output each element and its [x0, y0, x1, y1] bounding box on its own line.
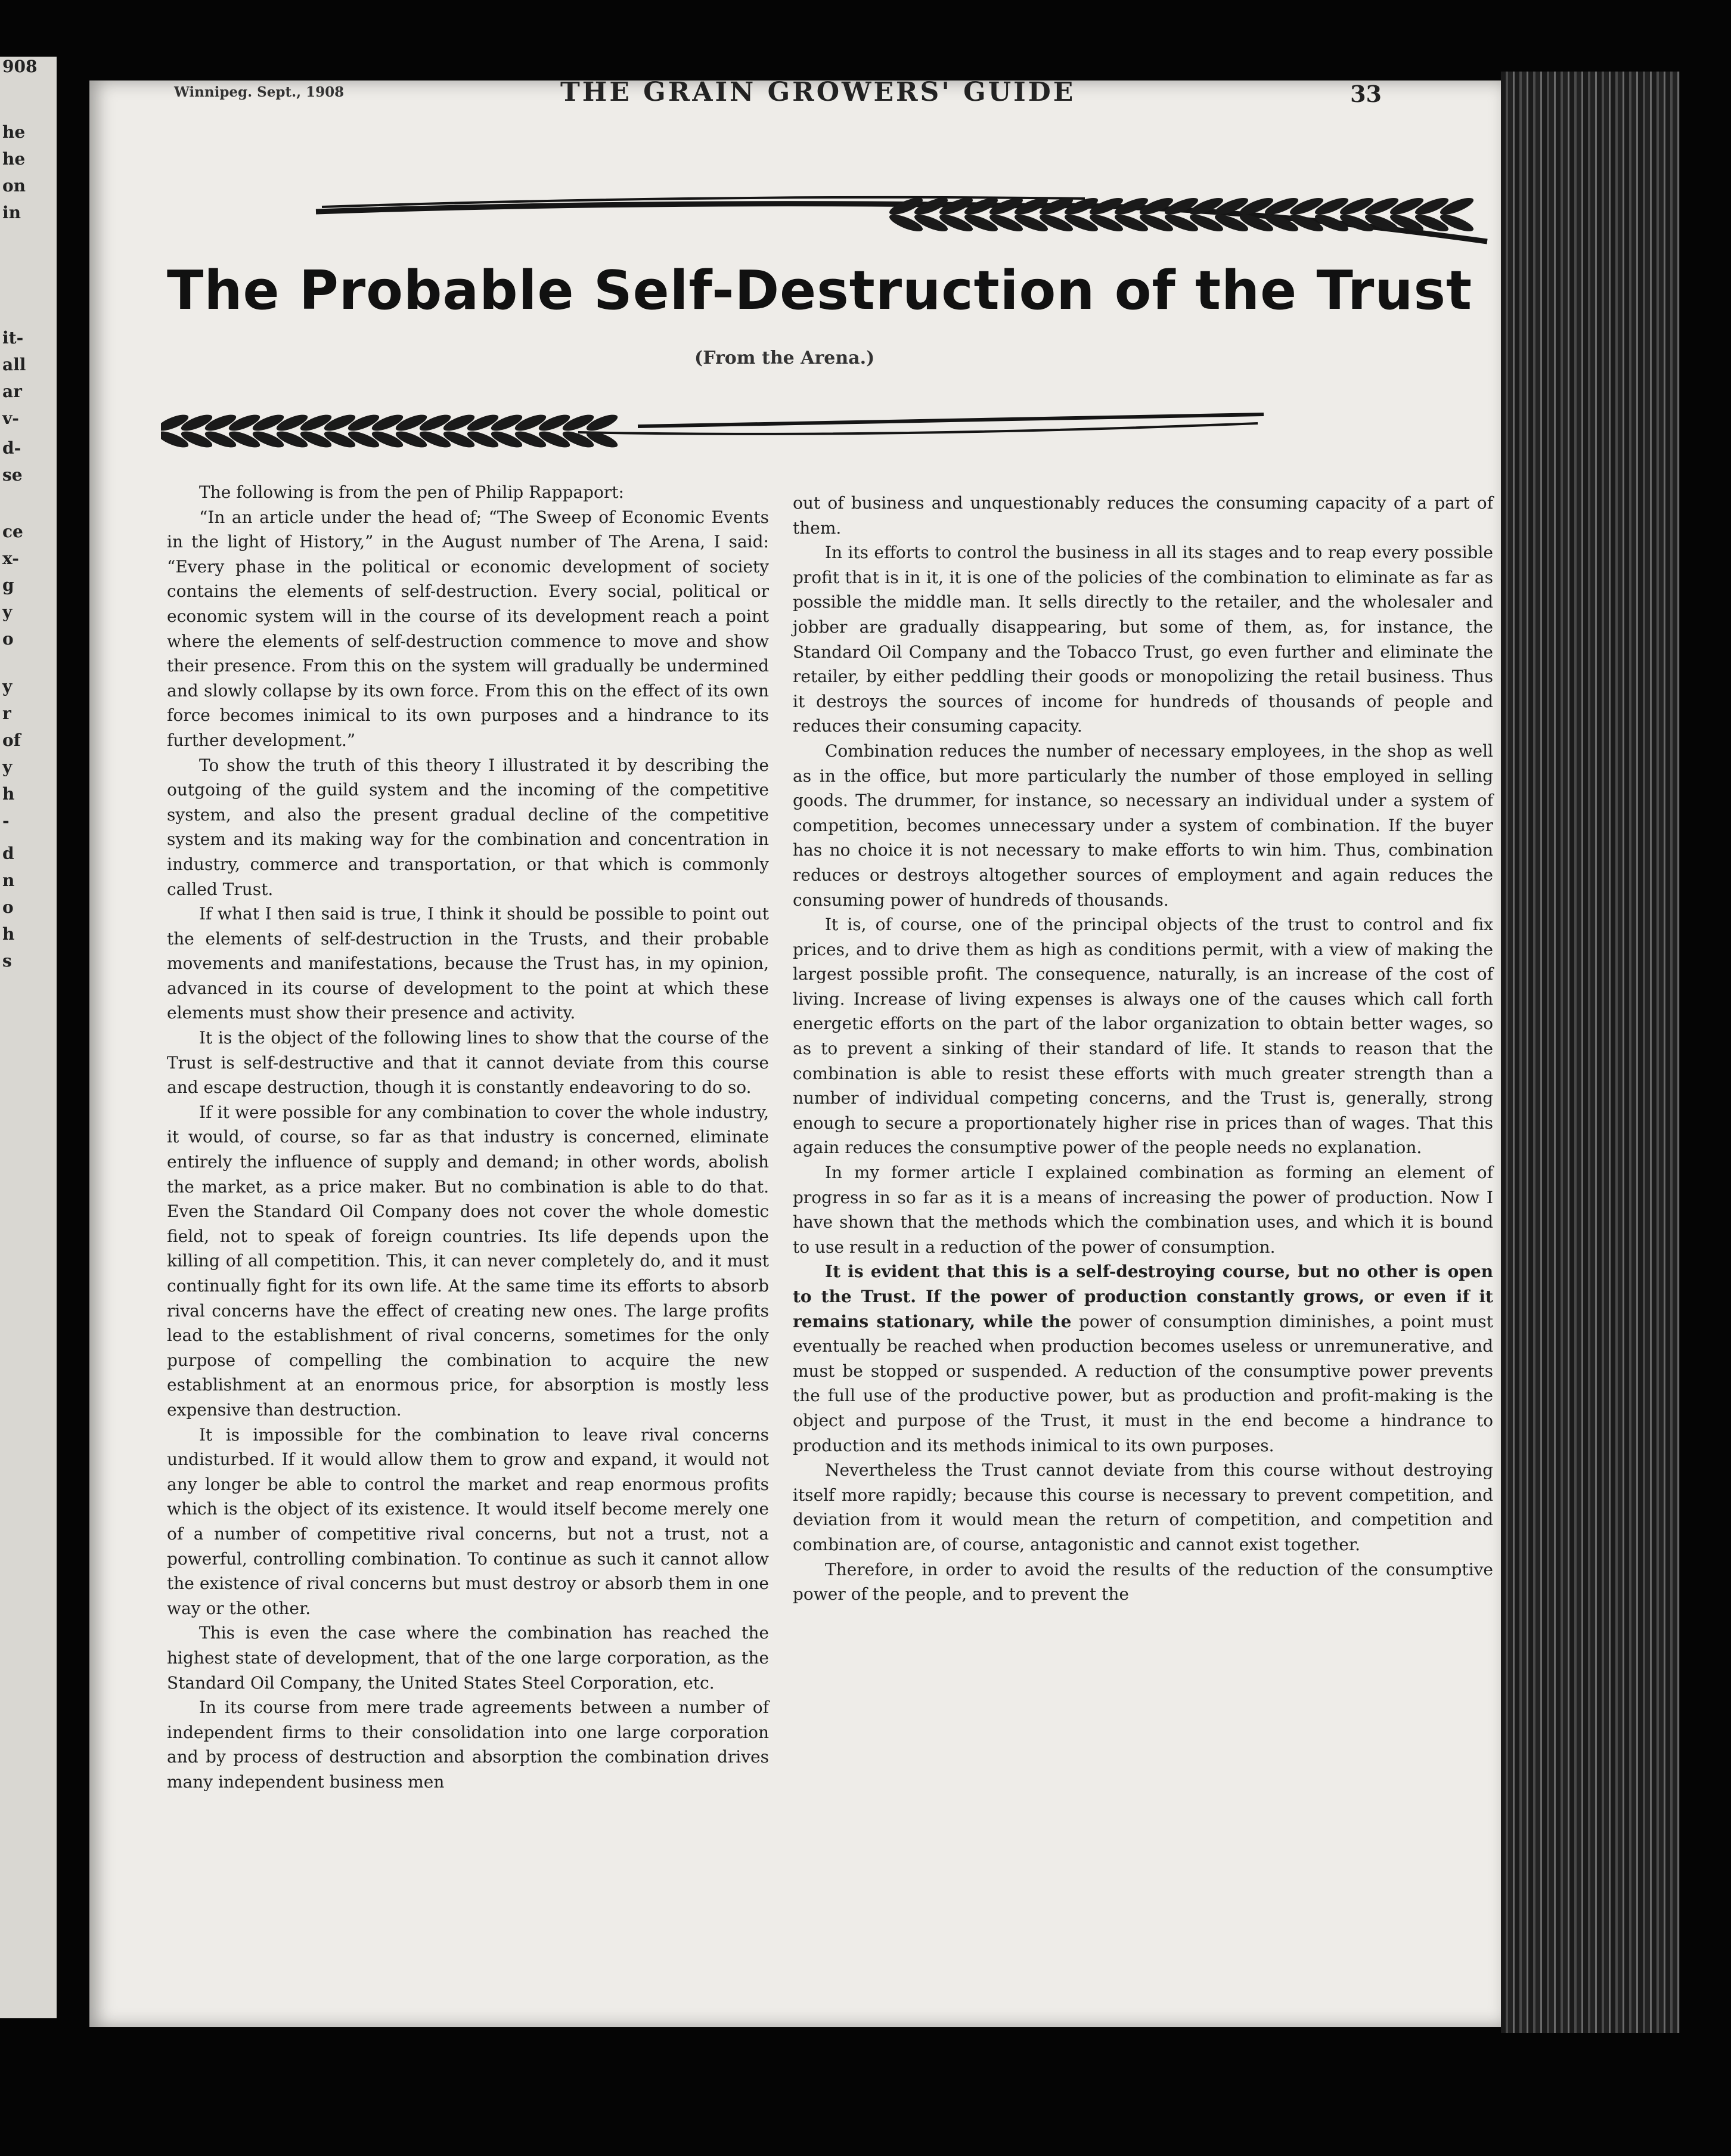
paragraph: Combination reduces the number of necessary employees, in the shop as well as in the office, but more particularly the number of those employed in selling goods. The drummer, for instance, so necessary an individual under a system of competition, becomes unnecessary under a system of combination. If the buyer has no choice it is not necessary to make efforts to win him. Thus, combination reduces or destroys altogether sources of employment and again reduces the consuming power of hundreds of thousands. — [793, 741, 1493, 910]
bold-lead: It is evident that this is a self-destroying course, but no other is open to the Trust. If the power of production constantly grows, or even if it remains stationary, while the — [793, 1262, 1493, 1331]
previous-page-fragment: v- — [2, 408, 19, 428]
paragraph: out of business and unquestionably reduces the consuming capacity of a part of them. — [793, 493, 1493, 538]
previous-page-fragment: h — [2, 784, 15, 804]
previous-page-fragment: ar — [2, 382, 22, 401]
previous-page-fragment: all — [2, 355, 26, 374]
previous-page-fragment: x- — [2, 549, 19, 568]
paragraph: It is evident that this is a self-destroying course, but no other is open to the Trust. If the power of production constantly grows, or even if it remains stationary, while the power of consumption diminishes, a point must eventually be reached when production becomes useless or unremunerative, and must be stopped or suspended. A reduction of the consumptive power prevents the full use of the productive power, but as production and profit-making is the object and purpose of the Trust, it must in the end become a hindrance to production and its methods inimical to its own purposes. — [793, 1262, 1494, 1455]
paragraph: This is even the case where the combination has reached the highest state of development, that of the one large corporation, as the Standard Oil Company, the United States Steel Corporation, etc. — [167, 1623, 769, 1693]
header-date: Winnipeg. Sept., 1908 — [174, 84, 345, 100]
header-publication: THE GRAIN GROWERS' GUIDE — [560, 77, 1076, 107]
previous-page-fragment: y — [2, 677, 13, 696]
paragraph: To show the truth of this theory I illustrated it by describing the outgoing of the guild system and the incoming of the competitive system, and also the present gradual decline of the competitive system and its making way for the combination and concentration in industry, commerce and transportation, or that which is commonly called Trust. — [167, 755, 769, 899]
paragraph: It is, of course, one of the principal objects of the trust to control and fix prices, and to drive them as high as conditions permit, with a view of making the largest possible profit. The consequence, naturally, is an increase of the cost of living. Increase of living expenses is always one of the causes which call forth energetic efforts on the part of the labor organization to obtain better wages, so as to prevent a sinking of their standard of life. It stands to reason that the combination is able to resist these efforts with much greater strength than a number of individual competing concerns, and the Trust is, generally, strong enough to secure a proportionately higher rise in prices than of wages. That this again reduces the consumptive power of the people needs no explanation. — [793, 915, 1493, 1158]
paragraph: The following is from the pen of Philip Rappaport: — [199, 482, 624, 502]
previous-page-fragment: on — [2, 176, 26, 196]
paragraph: Therefore, in order to avoid the results of the reduction of the consumptive power of the people, and to prevent the — [793, 1559, 1493, 1604]
paragraph: It is the object of the following lines to show that the course of the Trust is self-destructive and that it cannot deviate from this course and escape destruction, though it is constantly endeavoring to do so. — [167, 1028, 769, 1098]
previous-page-fragment: - — [2, 811, 10, 831]
book-page-edges — [1501, 72, 1680, 2033]
previous-page-fragment: o — [2, 897, 14, 917]
paragraph: It is impossible for the combination to leave rival concerns undisturbed. If it would allow them to grow and expand, it would not any longer be able to control the market and reap enormous profits which is the object of its existence. It would itself become merely one of a number of competitive rival concerns, but not a trust, not a powerful, controlling combination. To continue as such it cannot allow the existence of rival concerns but must destroy or absorb them in one way or the other. — [167, 1424, 769, 1618]
wheat-ornament-icon — [310, 170, 1496, 265]
article-source: (From the Arena.) — [694, 348, 875, 368]
paragraph: In its course from mere trade agreements between a number of independent firms to their consolidation into one large corporation and by process of destruction and absorption the combination drives many independent business men — [167, 1697, 769, 1792]
document-page — [89, 77, 1501, 2027]
paragraph: In my former article I explained combination as forming an element of progress in so far as it is a means of increasing the power of production. Now I have shown that the methods which the combination uses, and which it is bound to use result in a reduction of the power of consumption. — [793, 1163, 1493, 1257]
previous-page-fragment: o — [2, 629, 14, 649]
previous-page-fragment: se — [2, 465, 23, 485]
previous-page-fragment: in — [2, 203, 21, 222]
previous-page-fragment: d- — [2, 438, 21, 458]
previous-page-fragment: s — [2, 951, 12, 971]
page-number: 33 — [1350, 80, 1382, 107]
article-title: The Probable Self-Destruction of the Trust — [167, 259, 1473, 322]
paragraph: If what I then said is true, I think it should be possible to point out the elements of self-destruction in the Trusts, and their probable movements and manifestations, because the Trust has, in my opinion, advanced in its course of development to the point at which these elements must show their presence and activity. — [167, 904, 769, 1023]
previous-page-fragment: ce — [2, 522, 23, 541]
previous-page-fragment: he — [2, 122, 26, 142]
article-column-right — [793, 491, 1493, 1607]
previous-page-edge — [0, 57, 57, 2018]
previous-page-fragment: h — [2, 924, 15, 944]
previous-page-fragment: 908 — [2, 57, 38, 76]
paragraph: Nevertheless the Trust cannot deviate from this course without destroying itself more rapidly; because this course is necessary to prevent competition, and deviation from it would mean the return of competition, and competition and combination are, of course, antagonistic and cannot exist together. — [793, 1460, 1493, 1554]
article-column-left — [167, 480, 769, 1794]
previous-page-fragment: he — [2, 149, 26, 169]
previous-page-fragment: n — [2, 871, 15, 890]
previous-page-fragment: y — [2, 757, 13, 777]
previous-page-fragment: g — [2, 575, 14, 595]
previous-page-fragment: y — [2, 602, 13, 622]
wheat-ornament-icon — [161, 396, 1270, 468]
previous-page-fragment: d — [2, 844, 14, 863]
previous-page-fragment: it- — [2, 328, 24, 348]
previous-page-fragment: of — [2, 730, 21, 750]
paragraph: “In an article under the head of; “The Sweep of Economic Events in the light of History,” in the August number of The Arena, I said: “Every phase in the political or economic development of society contains the elements of self-destruction. Every social, political or economic system will in the course of its development reach a point where the elements of self-destruction commence to move and show their presence. From this on the system will gradually be undermined and slowly collapse by its own force. From this on the effect of its own force becomes inimical to its own purposes and a hindrance to its further development.” — [167, 507, 769, 750]
running-header — [89, 77, 1501, 128]
paragraph: If it were possible for any combination to cover the whole industry, it would, of course, so far as that industry is concerned, eliminate entirely the influence of supply and demand; in other words, abolish the market, as a price maker. But no combination is able to do that. Even the Standard Oil Company does not cover the whole domestic field, not to speak of foreign countries. Its life depends upon the killing of all competition. This, it can never completely do, and it must continually fight for its own life. At the same time its efforts to absorb rival concerns have the effect of creating new ones. The large profits lead to the establishment of rival concerns, sometimes for the only purpose of compelling the combination to acquire the new establishment at an enormous price, for absorption is mostly less expensive than destruction. — [167, 1102, 769, 1420]
previous-page-fragment: r — [2, 704, 11, 723]
paragraph: In its efforts to control the business in all its stages and to reap every possible profit that is in it, it is one of the policies of the combination to eliminate as far as possible the middle man. It sells directly to the retailer, and the wholesaler and jobber are gradually disappearing, but some of them, as, for instance, the Standard Oil Company and the Tobacco Trust, go even further and eliminate the retailer, by either peddling their goods or monopolizing the retail business. Thus it destroys the sources of income for hundreds of thousands of people and reduces their consuming capacity. — [793, 543, 1493, 736]
